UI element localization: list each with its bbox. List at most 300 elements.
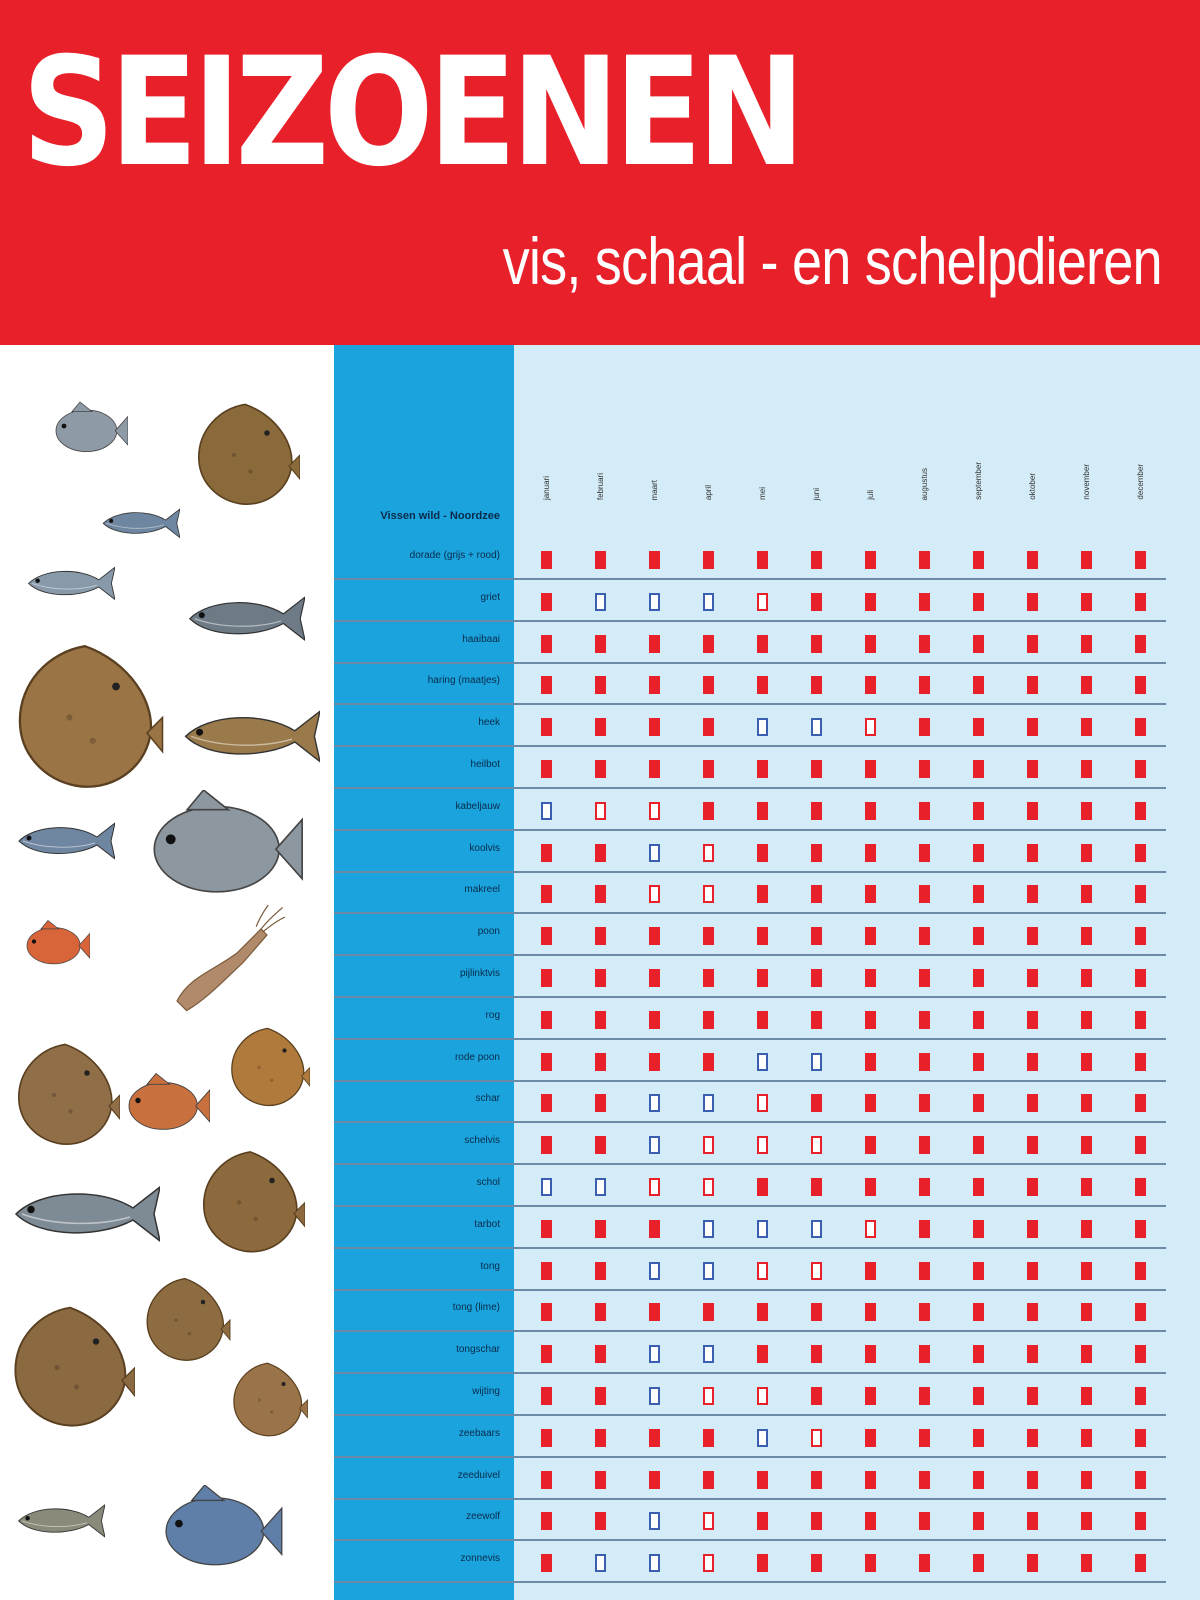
season-mark-december <box>1135 1554 1146 1572</box>
season-mark-april <box>703 1345 714 1363</box>
season-mark-augustus <box>919 844 930 862</box>
season-mark-augustus <box>919 676 930 694</box>
season-mark-juli <box>865 1220 876 1238</box>
season-mark-september <box>973 1220 984 1238</box>
fish-name: rog <box>485 1009 500 1021</box>
month-label: december <box>1135 464 1145 500</box>
season-mark-augustus <box>919 1220 930 1238</box>
season-mark-juli <box>865 760 876 778</box>
season-mark-mei <box>757 1220 768 1238</box>
fish-name: haaibaai <box>462 633 500 645</box>
month-header-maart <box>644 400 664 500</box>
fish-name: tong <box>480 1260 500 1272</box>
season-mark-maart <box>649 1178 660 1196</box>
season-mark-februari <box>595 844 606 862</box>
season-mark-februari <box>595 1387 606 1405</box>
season-mark-juni <box>811 927 822 945</box>
season-mark-augustus <box>919 969 930 987</box>
table-row <box>334 1123 1166 1165</box>
season-mark-juni <box>811 1220 822 1238</box>
season-mark-september <box>973 1429 984 1447</box>
season-mark-juni <box>811 1512 822 1530</box>
season-mark-augustus <box>919 1471 930 1489</box>
month-label: januari <box>541 475 551 500</box>
season-mark-december <box>1135 1429 1146 1447</box>
season-mark-juli <box>865 718 876 736</box>
season-mark-juli <box>865 844 876 862</box>
month-header-juli <box>860 400 880 500</box>
season-mark-januari <box>541 1262 552 1280</box>
season-mark-mei <box>757 1345 768 1363</box>
season-mark-mei <box>757 1053 768 1071</box>
season-mark-november <box>1081 635 1092 653</box>
season-mark-oktober <box>1027 1136 1038 1154</box>
season-mark-september <box>973 1387 984 1405</box>
fish-illustration-schar <box>225 1020 310 1115</box>
season-mark-november <box>1081 885 1092 903</box>
table-row <box>334 1249 1166 1291</box>
table-row <box>334 663 1166 705</box>
fish-name: zeewolf <box>466 1511 500 1523</box>
season-mark-augustus <box>919 885 930 903</box>
table-row <box>334 538 1166 580</box>
season-mark-maart <box>649 969 660 987</box>
season-mark-augustus <box>919 635 930 653</box>
fish-name: makreel <box>464 884 500 896</box>
season-mark-februari <box>595 1094 606 1112</box>
season-mark-november <box>1081 1136 1092 1154</box>
season-mark-december <box>1135 635 1146 653</box>
season-mark-juni <box>811 844 822 862</box>
season-mark-september <box>973 1303 984 1321</box>
season-mark-mei <box>757 1303 768 1321</box>
season-mark-november <box>1081 718 1092 736</box>
table-row <box>334 914 1166 956</box>
month-label: april <box>703 484 713 500</box>
season-mark-april <box>703 969 714 987</box>
season-mark-februari <box>595 1471 606 1489</box>
season-mark-juli <box>865 1178 876 1196</box>
season-mark-oktober <box>1027 635 1038 653</box>
fish-name: kabeljauw <box>455 800 500 812</box>
season-mark-juni <box>811 969 822 987</box>
season-mark-november <box>1081 593 1092 611</box>
season-mark-oktober <box>1027 802 1038 820</box>
season-mark-september <box>973 1554 984 1572</box>
season-mark-februari <box>595 718 606 736</box>
season-mark-augustus <box>919 1345 930 1363</box>
fish-illustration-zeebaars <box>135 790 305 905</box>
fish-illustration-makreel <box>100 495 180 550</box>
season-mark-april <box>703 676 714 694</box>
season-mark-december <box>1135 802 1146 820</box>
fish-name: zeebaars <box>458 1427 500 1439</box>
season-mark-juli <box>865 885 876 903</box>
season-mark-november <box>1081 1011 1092 1029</box>
season-mark-maart <box>649 1345 660 1363</box>
season-mark-januari <box>541 760 552 778</box>
table-row <box>334 1207 1166 1249</box>
season-mark-februari <box>595 1262 606 1280</box>
season-mark-juni <box>811 1471 822 1489</box>
fish-illustration-tongschar <box>220 1360 315 1440</box>
season-mark-juli <box>865 1136 876 1154</box>
fish-illustration-haring <box>25 545 115 620</box>
season-mark-februari <box>595 551 606 569</box>
season-mark-maart <box>649 802 660 820</box>
season-mark-maart <box>649 885 660 903</box>
fish-name: schar <box>475 1093 500 1105</box>
season-mark-juni <box>811 718 822 736</box>
season-mark-juli <box>865 969 876 987</box>
fish-name: tongschar <box>456 1344 500 1356</box>
season-mark-maart <box>649 927 660 945</box>
season-mark-juni <box>811 1303 822 1321</box>
season-mark-mei <box>757 1262 768 1280</box>
season-mark-juli <box>865 1303 876 1321</box>
season-mark-juni <box>811 1345 822 1363</box>
season-mark-februari <box>595 1429 606 1447</box>
season-mark-november <box>1081 760 1092 778</box>
season-mark-juni <box>811 885 822 903</box>
season-mark-december <box>1135 593 1146 611</box>
season-mark-oktober <box>1027 969 1038 987</box>
fish-name: griet <box>480 591 500 603</box>
season-mark-oktober <box>1027 1303 1038 1321</box>
season-mark-april <box>703 885 714 903</box>
fish-name: tong (lime) <box>452 1302 500 1314</box>
group-label: Vissen wild - Noordzee <box>380 510 500 522</box>
month-label: oktober <box>1027 473 1037 500</box>
season-mark-december <box>1135 1220 1146 1238</box>
season-mark-augustus <box>919 718 930 736</box>
season-mark-december <box>1135 1262 1146 1280</box>
season-mark-april <box>703 1387 714 1405</box>
season-mark-maart <box>649 1053 660 1071</box>
season-mark-juli <box>865 1345 876 1363</box>
season-mark-maart <box>649 1303 660 1321</box>
season-mark-november <box>1081 927 1092 945</box>
fish-illustration-schelvis <box>10 1165 160 1260</box>
season-mark-januari <box>541 676 552 694</box>
season-mark-november <box>1081 802 1092 820</box>
month-header-februari <box>590 400 610 500</box>
season-mark-mei <box>757 718 768 736</box>
season-mark-januari <box>541 1220 552 1238</box>
season-mark-april <box>703 1094 714 1112</box>
season-mark-september <box>973 927 984 945</box>
season-mark-juli <box>865 1429 876 1447</box>
season-mark-oktober <box>1027 1053 1038 1071</box>
season-mark-november <box>1081 551 1092 569</box>
month-label: november <box>1081 464 1091 500</box>
season-mark-april <box>703 760 714 778</box>
table-row <box>334 1541 1166 1583</box>
season-mark-januari <box>541 1554 552 1572</box>
season-mark-januari <box>541 1387 552 1405</box>
season-mark-november <box>1081 1053 1092 1071</box>
season-mark-april <box>703 551 714 569</box>
season-mark-november <box>1081 676 1092 694</box>
season-mark-maart <box>649 1554 660 1572</box>
season-mark-maart <box>649 1011 660 1029</box>
season-mark-januari <box>541 1011 552 1029</box>
season-mark-januari <box>541 1303 552 1321</box>
season-mark-september <box>973 1178 984 1196</box>
month-label: februari <box>595 472 605 500</box>
season-mark-februari <box>595 1345 606 1363</box>
season-mark-november <box>1081 1387 1092 1405</box>
season-mark-juni <box>811 760 822 778</box>
season-mark-mei <box>757 1094 768 1112</box>
season-mark-januari <box>541 1471 552 1489</box>
fish-illustration-rode-poon <box>120 1060 210 1150</box>
season-mark-augustus <box>919 927 930 945</box>
season-mark-februari <box>595 1136 606 1154</box>
season-mark-juni <box>811 1262 822 1280</box>
table-row <box>334 622 1166 664</box>
season-mark-maart <box>649 760 660 778</box>
season-mark-december <box>1135 1387 1146 1405</box>
season-mark-april <box>703 1136 714 1154</box>
season-mark-januari <box>541 1429 552 1447</box>
season-mark-juni <box>811 1554 822 1572</box>
season-mark-september <box>973 1094 984 1112</box>
season-mark-januari <box>541 885 552 903</box>
season-mark-mei <box>757 1136 768 1154</box>
season-mark-april <box>703 1554 714 1572</box>
season-mark-november <box>1081 1345 1092 1363</box>
season-mark-mei <box>757 969 768 987</box>
season-mark-augustus <box>919 593 930 611</box>
season-mark-oktober <box>1027 844 1038 862</box>
season-mark-februari <box>595 676 606 694</box>
season-mark-april <box>703 1303 714 1321</box>
season-mark-november <box>1081 1178 1092 1196</box>
season-mark-februari <box>595 1178 606 1196</box>
season-mark-maart <box>649 1429 660 1447</box>
season-mark-september <box>973 1011 984 1029</box>
season-mark-oktober <box>1027 885 1038 903</box>
season-mark-augustus <box>919 1011 930 1029</box>
season-mark-oktober <box>1027 718 1038 736</box>
table-row <box>334 1290 1166 1332</box>
season-mark-juni <box>811 1136 822 1154</box>
season-mark-januari <box>541 1136 552 1154</box>
month-label: juni <box>811 487 821 500</box>
season-mark-maart <box>649 1387 660 1405</box>
fish-illustrations-panel <box>0 345 334 1600</box>
season-mark-januari <box>541 844 552 862</box>
season-mark-augustus <box>919 1094 930 1112</box>
season-mark-februari <box>595 760 606 778</box>
month-header-december <box>1130 400 1150 500</box>
season-mark-april <box>703 1178 714 1196</box>
table-row <box>334 1081 1166 1123</box>
season-mark-juni <box>811 1387 822 1405</box>
season-mark-juli <box>865 1471 876 1489</box>
season-mark-juni <box>811 1011 822 1029</box>
fish-illustration-rog <box>10 1030 120 1160</box>
season-mark-april <box>703 593 714 611</box>
season-mark-augustus <box>919 1053 930 1071</box>
season-mark-november <box>1081 1220 1092 1238</box>
season-mark-november <box>1081 1429 1092 1447</box>
season-mark-september <box>973 885 984 903</box>
fish-name: tarbot <box>474 1218 500 1230</box>
month-label: maart <box>649 479 659 500</box>
season-mark-februari <box>595 593 606 611</box>
table-row <box>334 789 1166 831</box>
season-mark-juli <box>865 551 876 569</box>
season-mark-november <box>1081 1471 1092 1489</box>
season-mark-januari <box>541 1512 552 1530</box>
season-mark-september <box>973 844 984 862</box>
season-mark-juli <box>865 1011 876 1029</box>
table-row <box>334 1499 1166 1541</box>
season-mark-februari <box>595 969 606 987</box>
month-header-mei <box>752 400 772 500</box>
season-mark-augustus <box>919 1136 930 1154</box>
season-mark-maart <box>649 593 660 611</box>
season-mark-februari <box>595 1011 606 1029</box>
season-mark-augustus <box>919 1554 930 1572</box>
season-mark-september <box>973 1053 984 1071</box>
season-mark-maart <box>649 551 660 569</box>
season-mark-mei <box>757 635 768 653</box>
season-mark-augustus <box>919 1512 930 1530</box>
season-mark-september <box>973 718 984 736</box>
season-mark-maart <box>649 844 660 862</box>
season-mark-januari <box>541 551 552 569</box>
season-mark-december <box>1135 1512 1146 1530</box>
season-mark-september <box>973 593 984 611</box>
season-mark-december <box>1135 1345 1146 1363</box>
season-mark-december <box>1135 676 1146 694</box>
table-row <box>334 1458 1166 1500</box>
season-mark-april <box>703 927 714 945</box>
fish-name: heilbot <box>470 759 500 770</box>
season-mark-april <box>703 1220 714 1238</box>
season-mark-januari <box>541 1345 552 1363</box>
season-mark-december <box>1135 760 1146 778</box>
season-mark-januari <box>541 1094 552 1112</box>
season-mark-juli <box>865 1094 876 1112</box>
month-header-september <box>968 400 988 500</box>
season-mark-mei <box>757 1512 768 1530</box>
table-row <box>334 1040 1166 1082</box>
season-mark-oktober <box>1027 1554 1038 1572</box>
season-mark-februari <box>595 1303 606 1321</box>
fish-illustration-wijting <box>15 1480 105 1560</box>
season-mark-augustus <box>919 1262 930 1280</box>
season-mark-juli <box>865 1387 876 1405</box>
fish-illustration-koolvis <box>185 580 305 655</box>
season-mark-december <box>1135 1136 1146 1154</box>
season-mark-december <box>1135 1303 1146 1321</box>
season-mark-juli <box>865 1053 876 1071</box>
season-mark-februari <box>595 802 606 820</box>
season-mark-december <box>1135 1094 1146 1112</box>
season-mark-december <box>1135 718 1146 736</box>
season-mark-december <box>1135 1011 1146 1029</box>
season-mark-oktober <box>1027 676 1038 694</box>
season-mark-mei <box>757 676 768 694</box>
season-mark-oktober <box>1027 1471 1038 1489</box>
season-mark-oktober <box>1027 1429 1038 1447</box>
season-mark-juni <box>811 1429 822 1447</box>
season-mark-mei <box>757 551 768 569</box>
season-mark-augustus <box>919 1429 930 1447</box>
season-mark-januari <box>541 802 552 820</box>
season-mark-mei <box>757 760 768 778</box>
season-mark-november <box>1081 1262 1092 1280</box>
row-divider <box>334 1581 1166 1583</box>
season-mark-juni <box>811 802 822 820</box>
season-mark-oktober <box>1027 593 1038 611</box>
fish-name: schelvis <box>464 1135 500 1147</box>
fish-name: schol <box>476 1177 500 1188</box>
season-mark-januari <box>541 969 552 987</box>
fish-name: poon <box>477 926 500 938</box>
table-row <box>334 956 1166 998</box>
season-mark-september <box>973 635 984 653</box>
fish-illustration-makreel <box>15 805 115 875</box>
fish-illustration-schol <box>195 1145 305 1260</box>
season-mark-maart <box>649 1512 660 1530</box>
season-mark-augustus <box>919 551 930 569</box>
season-mark-maart <box>649 635 660 653</box>
season-mark-september <box>973 1512 984 1530</box>
season-mark-september <box>973 1136 984 1154</box>
season-mark-januari <box>541 593 552 611</box>
fish-illustration-heilbot <box>5 1285 135 1450</box>
season-mark-februari <box>595 1554 606 1572</box>
season-mark-juni <box>811 551 822 569</box>
season-mark-mei <box>757 927 768 945</box>
season-mark-december <box>1135 969 1146 987</box>
season-mark-juli <box>865 1262 876 1280</box>
fish-name: heek <box>478 717 500 729</box>
page-title: SEIZOENEN <box>22 26 800 200</box>
season-mark-mei <box>757 1387 768 1405</box>
season-mark-juli <box>865 1554 876 1572</box>
season-mark-april <box>703 718 714 736</box>
season-mark-oktober <box>1027 1094 1038 1112</box>
season-mark-oktober <box>1027 760 1038 778</box>
season-mark-maart <box>649 1262 660 1280</box>
season-mark-mei <box>757 885 768 903</box>
fish-illustration-zeebaars <box>140 1485 295 1575</box>
season-mark-september <box>973 1345 984 1363</box>
fish-illustration-tarbot <box>5 640 165 795</box>
season-mark-juli <box>865 635 876 653</box>
fish-name: haring (maatjes) <box>427 675 500 687</box>
season-mark-januari <box>541 927 552 945</box>
table-row <box>334 1374 1166 1416</box>
season-mark-november <box>1081 1094 1092 1112</box>
fish-illustration-pijlinktvis <box>165 900 285 1030</box>
month-header-juni <box>806 400 826 500</box>
season-mark-april <box>703 1011 714 1029</box>
season-mark-juli <box>865 593 876 611</box>
fish-illustration-griet <box>190 385 300 525</box>
season-mark-mei <box>757 1471 768 1489</box>
season-mark-maart <box>649 1136 660 1154</box>
season-mark-december <box>1135 885 1146 903</box>
season-mark-januari <box>541 1178 552 1196</box>
season-mark-november <box>1081 844 1092 862</box>
